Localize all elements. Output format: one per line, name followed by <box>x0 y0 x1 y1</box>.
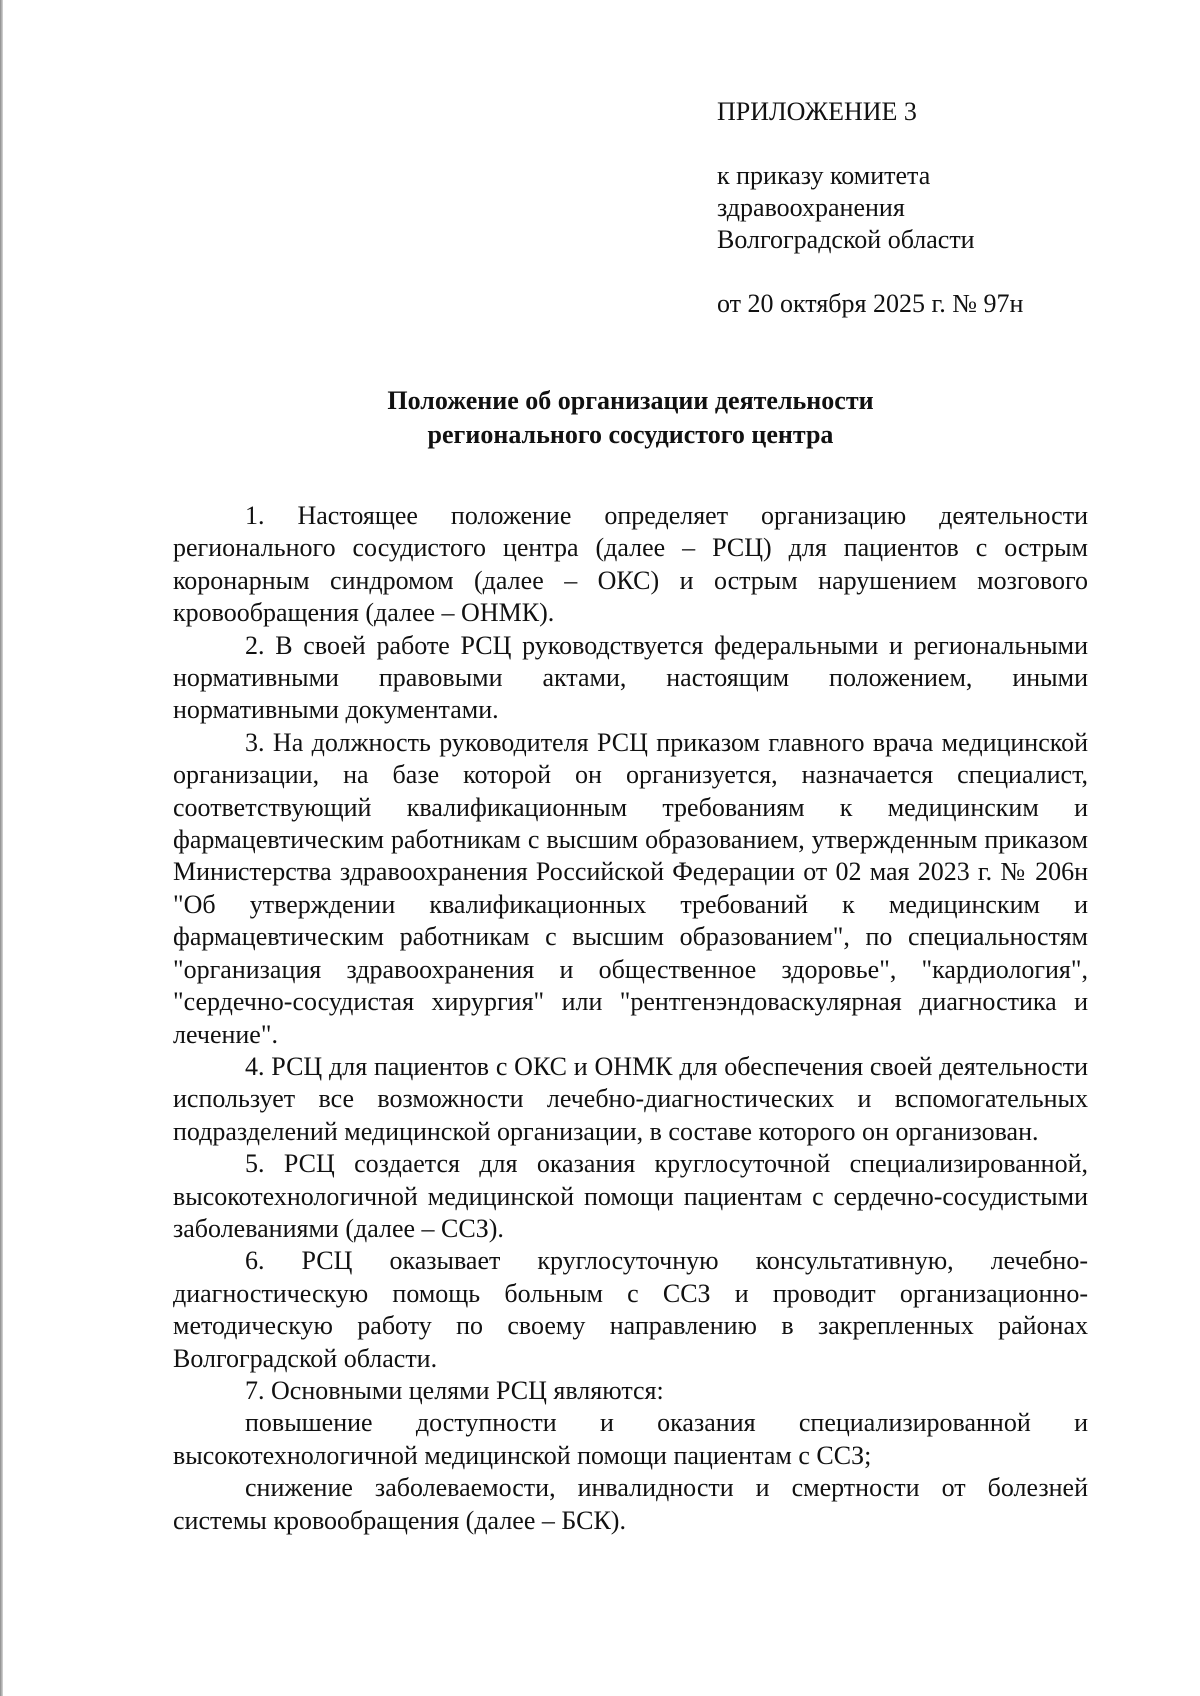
annex-block <box>717 96 1137 320</box>
paragraph: 4. РСЦ для пациентов с ОКС и ОНМК для обеспечения своей деятельности использует все возможности лечебно-диагностических и вспомогательных подразделений медицинской организации, в составе которого он организован. <box>173 1051 1088 1146</box>
annex-line: здравоохранения <box>717 193 905 222</box>
annex-date: от 20 октября 2025 г. № 97н <box>717 289 1024 318</box>
paragraph: снижение заболеваемости, инвалидности и смертности от болезней системы кровообращения (далее – БСК). <box>173 1473 1088 1535</box>
document-title <box>173 384 1088 452</box>
paragraph: повышение доступности и оказания специализированной и высокотехнологичной медицинской помощи пациентам с ССЗ; <box>173 1408 1088 1470</box>
document-body <box>173 500 1088 1537</box>
annex-line: Волгоградской области <box>717 225 975 254</box>
paragraph: 5. РСЦ создается для оказания круглосуточной специализированной, высокотехнологичной медицинской помощи пациентам с сердечно-сосудистыми заболеваниями (далее – ССЗ). <box>173 1149 1088 1243</box>
annex-title: ПРИЛОЖЕНИЕ 3 <box>717 97 917 126</box>
paragraph: 1. Настоящее положение определяет организацию деятельности регионального сосудистого центра (далее – РСЦ) для пациентов с острым коронарным синдромом (далее – ОКС) и острым нарушением мозгового кровообращения (далее – ОНМК). <box>173 501 1088 628</box>
paragraph: 7. Основными целями РСЦ являются: <box>245 1375 664 1405</box>
document-title-line: регионального сосудистого центра <box>427 420 834 449</box>
paragraph: 3. На должность руководителя РСЦ приказом главного врача медицинской организации, на базе которой он организуется, назначается специалист, соответствующий квалификационным требованиям к медицинским и фармацевтическим работникам с высшим образованием, утвержденным приказом Министерства здравоохранения Российской Федерации от 02 мая 2023 г. № 206н "Об утверждении квалификационных требований к медицинским и фармацевтическим работникам с высшим образованием", по специальностям "организация здравоохранения и общественное здоровье", "кардиология", "сердечно-сосудистая хирургия" или "рентгенэндоваскулярная диагностика и лечение". <box>173 727 1088 1049</box>
annex-line: к приказу комитета <box>717 161 931 190</box>
paragraph: 6. РСЦ оказывает круглосуточную консультативную, лечебно-диагностическую помощь больным с ССЗ и проводит организационно-методическую работу по своему направлению в закрепленных районах Волгоградской области. <box>173 1246 1088 1373</box>
paragraph: 2. В своей работе РСЦ руководствуется федеральными и региональными нормативными правовыми актами, настоящим положением, иными нормативными документами. <box>173 630 1088 725</box>
document-title-line: Положение об организации деятельности <box>387 386 874 415</box>
